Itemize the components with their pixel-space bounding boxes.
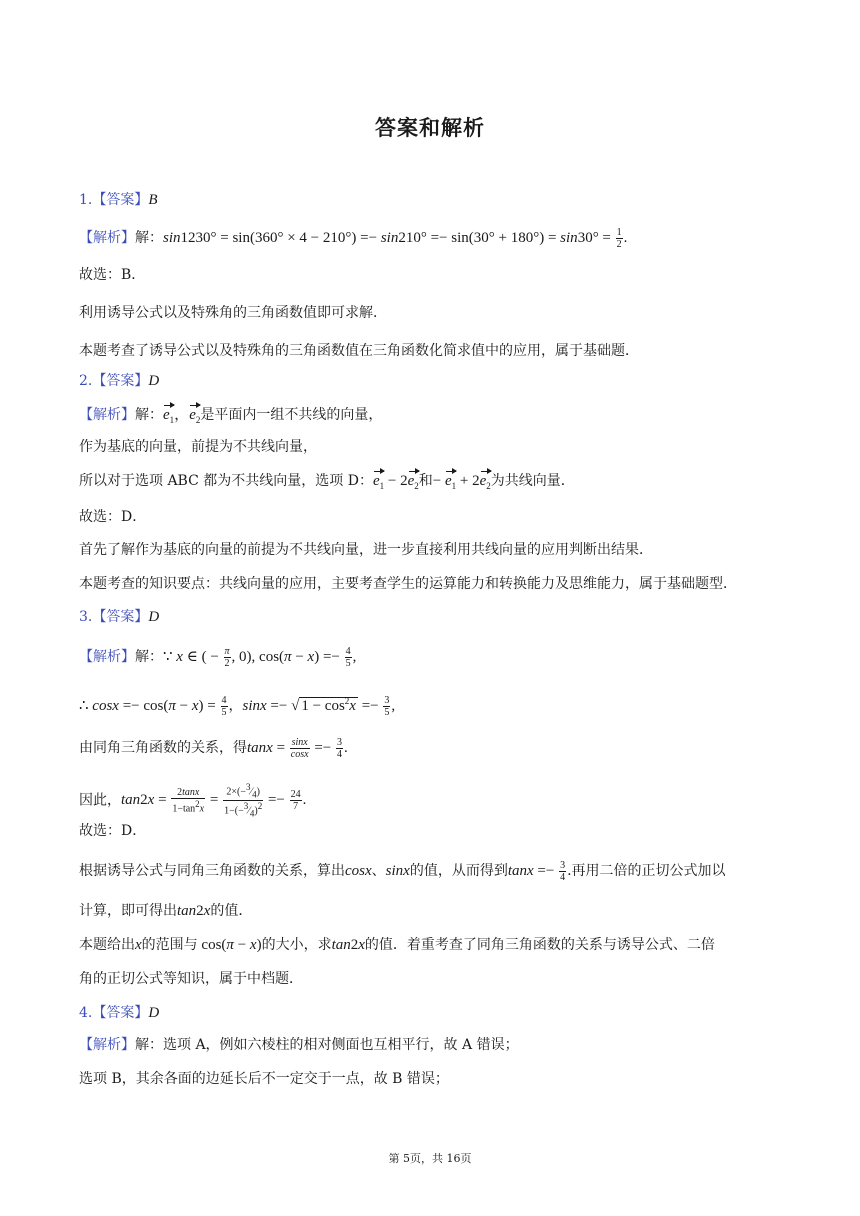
q2-choice: 故选：D．	[79, 509, 147, 525]
q4-answer: D	[148, 1005, 160, 1021]
q3-number: 3.	[79, 609, 93, 625]
q2-answer: D	[148, 373, 160, 389]
q3-method-1: 根据诱导公式与同角三角函数的关系，算出cosx、sinx的值，从而得到tanx =− $\frac{3}{4}$ .再用二倍的正切公式加以	[79, 860, 726, 883]
q3-line-3: 由同角三角函数的关系，得tanx = $\frac{\sin x}{\cos x}$ =− $\frac{3}{4}$ .	[79, 737, 348, 760]
q2-comment: 本题考查的知识要点：共线向量的应用，主要考查学生的运算能力和转换能力及思维能力，属于基础题型．	[79, 576, 737, 592]
q3-choice: 故选：D．	[79, 823, 147, 839]
q1-method: 利用诱导公式以及特殊角的三角函数值即可求解．	[79, 305, 387, 321]
q2-method: 首先了解作为基底的向量的前提为不共线向量，进一步直接利用共线向量的应用判断出结果．	[79, 542, 653, 558]
q4-number: 4.	[79, 1005, 93, 1021]
analysis-label: 【解析】	[79, 229, 135, 246]
q3-line-2: ∴ cosx =− cos(π − x) = $\frac{4}{5}$ ，sinx =− √ $1 - \cos^2x$ =− $\frac{3}{5}$ ,	[79, 695, 396, 719]
q1-number: 1.	[79, 192, 93, 208]
q3-comment-2: 角的正切公式等知识，属于中档题．	[79, 971, 303, 987]
q3-answer-line: 3.【答案】D	[79, 609, 160, 625]
q4-answer-line: 4.【答案】D	[79, 1005, 160, 1021]
q4-line-2: 选项 B，其余各面的边延长后不一定交于一点，故 B 错误；	[79, 1071, 449, 1087]
q1-answer-line	[79, 190, 158, 210]
q1-comment: 本题考查了诱导公式以及特殊角的三角函数值在三角函数化简求值中的应用，属于基础题．	[79, 343, 639, 359]
page-title: 答案和解析	[375, 116, 485, 140]
q3-method-2: 计算，即可得出tan2x的值．	[79, 903, 253, 919]
q2-number: 2.	[79, 373, 93, 389]
q4-solution-line: 【解析】解：选项 A，例如六棱柱的相对侧面也互相平行，故 A 错误；	[79, 1037, 519, 1053]
q1-solution-line: 【解析】解：sin1230° = sin(360° × 4 − 210°) =− sin210° =− sin(30° + 180°) = sin30° = $\frac{1}{2}$ .	[79, 227, 628, 250]
q2-line-3: 所以对于选项 ABC 都为不共线向量，选项 D：$e_1 - 2e_2$和− $e_1 + 2e_2$为共线向量．	[79, 471, 575, 496]
q3-line-4: 因此，tan2x = $\frac{2\tan x}{1-\tan^2x}$ = $\frac{2\times(-^3⁄_4)}{1-(-^3⁄_4)^2}$ =− $\frac{24}{7}$ .	[79, 782, 307, 819]
q3-solution-line: 【解析】解：∵ x ∈ ( − $\frac{\pi}{2}$ , 0), cos(π − x) =− $\frac{4}{5}$ ,	[79, 646, 357, 669]
q2-solution-line: 【解析】解：$e_1$，$e_2$是平面内一组不共线的向量，	[79, 405, 382, 430]
q1-answer: B	[148, 192, 158, 208]
page-footer: 第 5页，共 16页	[388, 1152, 472, 1165]
q3-comment-1: 本题给出x的范围与 cos(π − x)的大小，求tan2x的值．着重考查了同角三角函数的关系与诱导公式、二倍	[79, 937, 715, 953]
q3-answer: D	[148, 609, 160, 625]
q2-line-2: 作为基底的向量，前提为不共线向量，	[79, 439, 317, 455]
q1-choice: 故选：B．	[79, 267, 146, 283]
answer-label: 【答案】	[92, 192, 149, 208]
q2-answer-line: 2.【答案】D	[79, 373, 160, 389]
q1-formula: sin1230° = sin(360° × 4 − 210°) =− sin210° =− sin(30° + 180°) = sin30° = $\frac{1}{2}$ .	[163, 227, 628, 250]
